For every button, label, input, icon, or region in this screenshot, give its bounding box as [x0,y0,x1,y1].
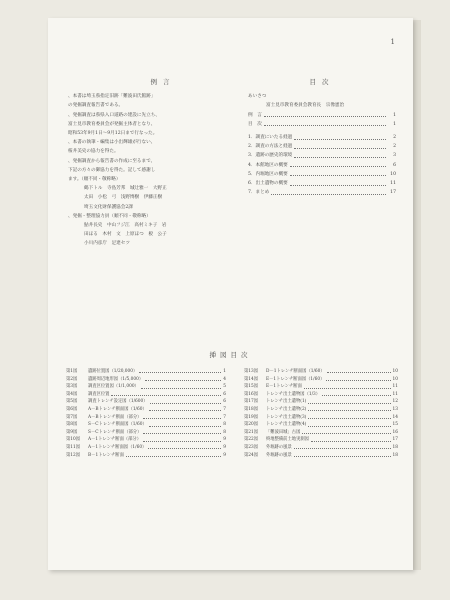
figure-number: 第1図 [66,369,78,374]
helper-names [68,221,258,249]
toc-entry-page: 6 [393,162,396,168]
toc-entry-label: 1．調査にいたる経過 [248,135,293,141]
toc-entry-label: 目 次 [248,121,262,127]
foreword-line: 、本書の執筆・編集は小出輝雄が行ない、 [68,140,156,146]
figure-entry [66,398,226,406]
figure-entry [244,429,398,437]
toc-entry-label: 6．出土遺物の概要 [248,181,288,187]
foreword-line: の発掘調査報告書である。 [68,103,124,109]
figure-list-left [66,368,226,459]
figure-caption: トレンチ出土遺物図（1/3） [266,391,321,397]
name-line: 小川内彦庁 足達セツ [84,241,130,247]
figure-caption: E－1トレンチ断面 [266,384,302,390]
toc-list [248,111,396,198]
toc-entry-page: 1 [393,112,396,118]
figure-page: 11 [392,384,398,390]
toc-section [248,78,396,197]
name-line: 鮎井長史 中山フジ江 高村ミキ子 岩 [84,223,167,229]
dot-leader [308,406,390,411]
figure-entry [244,406,398,414]
figure-number: 第8図 [66,422,78,428]
toc-entry-label: 3．遺跡の歴史的環境 [248,153,293,159]
figure-number: 第14図 [244,376,259,382]
figure-page: 6 [223,391,226,397]
dot-leader [290,161,386,168]
figure-number: 第5図 [66,399,78,405]
figure-number: 第7図 [66,414,78,420]
figure-number: 第19図 [244,414,259,420]
figure-caption: 外堀跡の風景 [266,444,292,450]
dot-leader [327,368,391,373]
figure-number: 第15図 [244,384,259,390]
dot-leader [145,376,221,381]
dot-leader [271,188,386,195]
figure-caption: A－1トレンチ断面（部分） [88,437,141,443]
figure-page: 5 [223,384,226,390]
figure-page: 9 [223,437,226,443]
foreword-section [68,78,258,249]
figure-number: 第23図 [244,444,259,450]
figure-entry [66,383,226,391]
dot-leader [148,444,221,449]
toc-entry-label: 7．まとめ [248,190,270,196]
figure-number: 第3図 [66,384,78,390]
foreword-line: 富士見市教育委員会が発掘主体者となり、 [68,121,156,127]
figure-number: 第21図 [244,429,259,435]
toc-entry-label: 4．本館地区の概要 [248,162,288,168]
figure-list-title: 挿図目次 [209,351,252,359]
figure-page: 7 [223,414,226,420]
toc-entry-page: 2 [393,144,396,150]
page-number: 1 [390,38,395,46]
figure-entry [66,421,226,429]
toc-entry [248,179,396,188]
dot-leader [111,391,221,396]
toc-title: 目次 [309,78,335,86]
dot-leader [141,383,221,388]
figure-caption: 調査区位置図（1/1,000） [88,384,139,390]
figure-caption: トレンチ出土遺物(4) [266,422,307,428]
dot-leader [294,452,391,457]
figure-page: 8 [223,422,226,428]
figure-number: 第2図 [66,376,78,382]
foreword-lines [68,92,258,184]
toc-entry-page: 2 [393,135,396,141]
toc-entry [248,151,396,160]
figure-entry [244,368,398,376]
toc-entry [248,170,396,179]
document-page [48,18,413,570]
figure-page: 16 [392,429,398,435]
dot-leader [264,111,386,118]
figure-page: 18 [392,452,398,458]
toc-entry [248,111,396,120]
figure-caption: トレンチ出土遺物(1) [266,399,307,405]
figure-number: 第4図 [66,391,78,397]
dot-leader [302,429,390,434]
dot-leader [139,368,221,373]
foreword-note: 、発掘・整理協力員（順不同・敬称略） [68,213,151,219]
name-line: 田ほる 木村 文 上原ほつ 板 公子 [84,232,167,238]
figure-caption: B－1トレンチ断面 [88,452,124,458]
figure-entry [244,376,398,384]
dot-leader [149,421,222,426]
figure-caption: S－Cトレンチ断面図（1/60） [88,422,147,428]
figure-caption: A－1トレンチ断面図（1/60） [88,444,147,450]
figure-page: 8 [223,429,226,435]
figure-entry [66,391,226,399]
figure-page: 6 [223,399,226,405]
figure-entry [244,383,398,391]
figure-number: 第24図 [244,452,259,458]
cooperator-names [68,184,258,212]
figure-caption: D－1トレンチ断面図（1/60） [266,369,325,374]
figure-number: 第9図 [66,429,78,435]
foreword-title: 例言 [150,78,176,86]
toc-entry [248,133,396,142]
figure-caption: S－Cトレンチ断面（部分） [88,429,142,435]
figure-page: 11 [392,391,398,397]
figure-entry [66,452,226,460]
figure-number: 第13図 [244,369,259,374]
toc-entry [248,161,396,170]
figure-caption: トレンチ出土遺物(2) [266,406,307,412]
dot-leader [150,398,222,403]
figure-entry [66,436,226,444]
dot-leader [308,414,390,419]
figure-entry [66,444,226,452]
foreword-line: ます。（順不同・敬称略） [68,177,121,183]
figure-caption: 終地整備前土地実測図 [266,437,309,443]
foreword-line: 下記の方々の御協力を得た。記して感謝し [68,167,156,173]
figure-caption: 遺跡位置図（1/20,000） [88,369,138,374]
figure-entry [244,391,398,399]
figure-caption: 遺跡周辺地形図（1/5,000） [88,376,144,382]
toc-author: 富士見市教育委員会教育長 宗像憲治 [266,103,345,109]
figure-caption: 外堀跡の風景 [266,452,292,458]
name-line: 鶴下トル 寺島芳邦 城辻雅一 大野正 [84,186,167,192]
dot-leader [304,383,391,388]
figure-number: 第18図 [244,406,259,412]
figure-page: 9 [223,444,226,450]
dot-leader [294,133,386,140]
figure-entry [66,429,226,437]
dot-leader [149,406,221,411]
figure-caption: 調査区位置 [88,391,110,397]
dot-leader [143,414,221,419]
figure-caption: トレンチ出土遺物(3) [266,414,307,420]
figure-number: 第22図 [244,437,259,443]
toc-entry [248,120,396,129]
figure-page: 9 [223,452,226,458]
dot-leader [290,170,386,177]
figure-caption: A－Bトレンチ断面図（1/60） [88,406,147,412]
dot-leader [294,444,391,449]
toc-entry-page: 3 [393,153,396,159]
dot-leader [326,376,390,381]
foreword-line: 昭和53年9月1日～9月12日まで行なった。 [68,131,158,137]
dot-leader [143,436,221,441]
figure-entry [244,421,398,429]
foreword-line: 、発掘調査から報告書の作成に至るまで、 [68,158,156,164]
foreword-line: 、発掘調査は県県入口道路の建設に先立ち、 [68,112,160,118]
toc-entry-page: 10 [390,171,396,177]
toc-entry-page: 1 [393,121,396,127]
toc-entry-label: 例 言 [248,112,262,118]
figure-page: 17 [392,437,398,443]
dot-leader [126,452,221,457]
figure-number: 第10図 [66,437,81,443]
figure-page: 13 [392,406,398,412]
figure-page: 15 [392,422,398,428]
figure-page: 10 [392,369,398,374]
figure-entry [244,398,398,406]
dot-leader [264,120,386,127]
toc-entry-page: 17 [390,190,396,196]
toc-entry-label: 5．内堀地区の概要 [248,171,288,177]
figure-number: 第20図 [244,422,259,428]
dot-leader [143,429,221,434]
figure-page: 10 [392,376,398,382]
figure-number: 第17図 [244,399,259,405]
figure-page: 14 [392,414,398,420]
figure-number: 第16図 [244,391,259,397]
figure-entry [66,414,226,422]
figure-list-right [244,368,398,459]
figure-entry [244,436,398,444]
name-line: 太田 小松 弓 浅野博樹 伊藤正樹 [84,195,163,201]
figure-number: 第6図 [66,406,78,412]
name-line: 埼玉文化財保護協会2課 [84,204,133,210]
figure-caption: E－1トレンチ断面図（1/60） [266,376,325,382]
toc-entry [248,188,396,197]
figure-entry [66,406,226,414]
figure-page: 7 [223,406,226,412]
figure-number: 第11図 [66,444,81,450]
dot-leader [294,142,386,149]
foreword-line: 、本書は埼玉県指定旧跡「難波田氏館跡」 [68,94,156,100]
figure-caption: A－Bトレンチ断面（部分） [88,414,142,420]
dot-leader [308,421,390,426]
figure-page: 12 [392,399,398,405]
dot-leader [308,398,390,403]
dot-leader [322,391,390,396]
figure-page: 18 [392,444,398,450]
toc-entry-label: 2．調査の方法と経過 [248,144,293,150]
figure-entry [244,452,398,460]
figure-number: 第12図 [66,452,81,458]
toc-entry-page: 11 [390,181,396,187]
dot-leader [311,436,391,441]
figure-caption: 調査トレンチ設定図（1/600） [88,399,148,405]
figure-page: 1 [223,369,226,374]
figure-entry [244,414,398,422]
figure-page: 4 [223,376,226,382]
figure-caption: 「難波田城」古図 [266,429,301,435]
figure-entry [66,376,226,384]
foreword-line: 桜井美史の協力を得た。 [68,149,119,155]
toc-entry [248,142,396,151]
figure-entry [244,444,398,452]
toc-intro: あいさつ [248,94,267,100]
dot-leader [290,179,386,186]
dot-leader [294,151,386,158]
figure-entry [66,368,226,376]
page-edge-shadow [413,20,421,570]
